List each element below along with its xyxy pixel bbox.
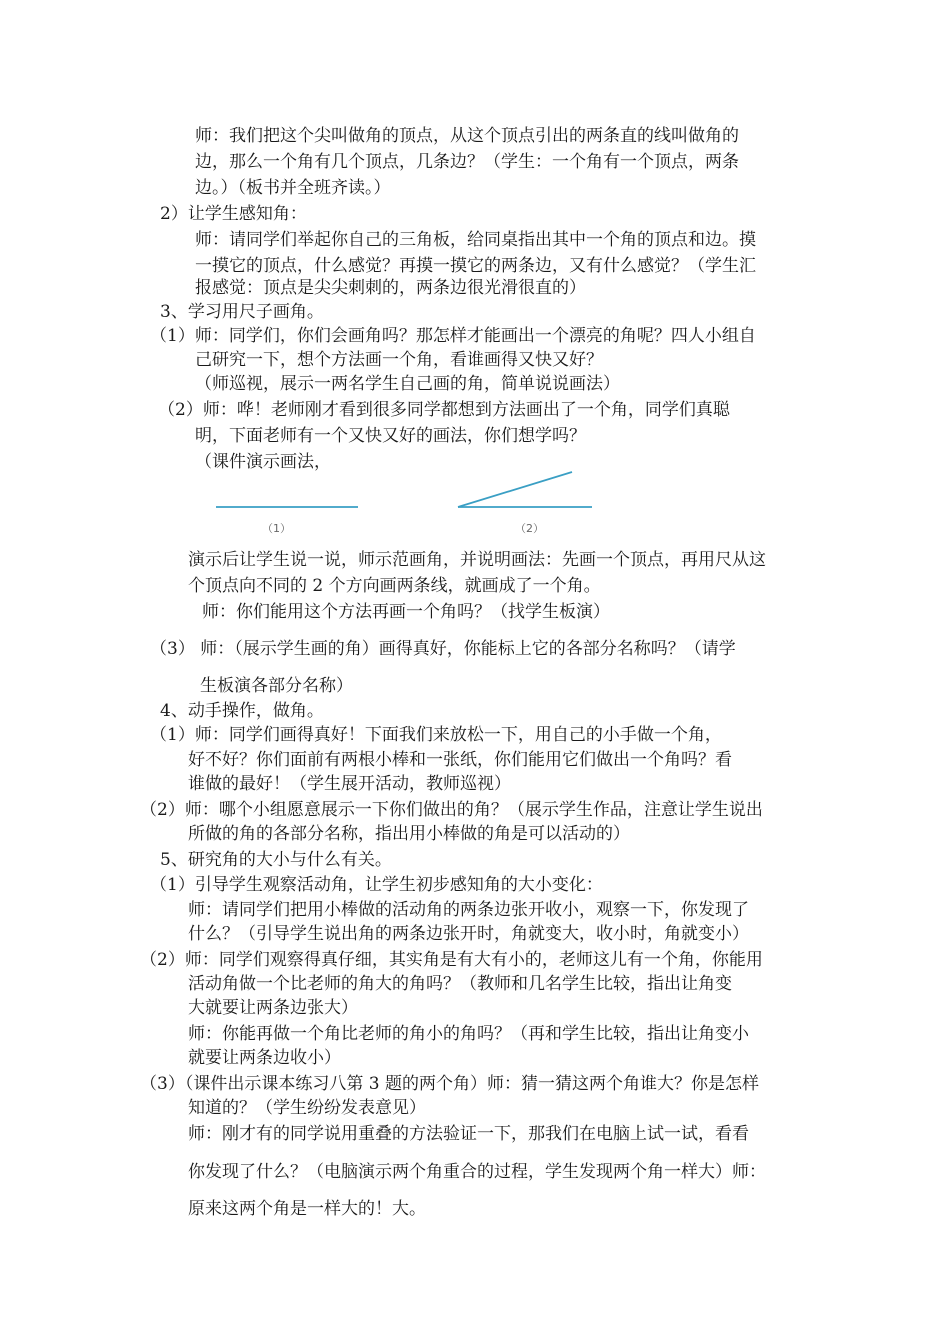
text-line: （师巡视，展示一两名学生自己画的角，简单说说画法） (195, 374, 620, 394)
text-line: 师：请同学们把用小棒做的活动角的两条边张开收小，观察一下，你发现了 (188, 900, 749, 920)
text-line: 演示后让学生说一说，师示范画角，并说明画法：先画一个顶点，再用尺从这 (188, 550, 766, 570)
text-line: （2）师：哗！老师刚才看到很多同学都想到方法画出了一个角，同学们真聪 (158, 400, 730, 420)
text-line: 一摸它的顶点，什么感觉？再摸一摸它的两条边，又有什么感觉？（学生汇 (195, 256, 756, 276)
text-line: （3） 师：（展示学生画的角）画得真好，你能标上它的各部分名称吗？（请学 (150, 639, 736, 659)
text-line: 2）让学生感知角： (160, 204, 307, 224)
text-line: 报感觉：顶点是尖尖刺刺的，两条边很光滑很直的） (195, 278, 586, 298)
text-line: 大就要让两条边张大） (188, 998, 358, 1018)
text-line: 明，下面老师有一个又快又好的画法，你们想学吗？ (195, 426, 586, 446)
text-line: 个顶点向不同的 2 个方向画两条线，就画成了一个角。 (188, 576, 601, 596)
figure-caption-1: （1） (262, 522, 291, 535)
text-line: 师：我们把这个尖叫做角的顶点，从这个顶点引出的两条直的线叫做角的 (195, 126, 739, 146)
section-heading: 5、研究角的大小与什么有关。 (160, 850, 392, 870)
figure-line-2-ray (458, 472, 572, 507)
text-line: （1）师：同学们画得真好！下面我们来放松一下，用自己的小手做一个角， (150, 725, 722, 745)
angle-drawing-figure (200, 466, 620, 540)
text-line: 什么？（引导学生说出角的两条边张开时，角就变大，收小时，角就变小） (188, 924, 749, 944)
text-line: （1）引导学生观察活动角，让学生初步感知角的大小变化： (150, 875, 603, 895)
text-line: 师：请同学们举起你自己的三角板，给同桌指出其中一个角的顶点和边。摸 (195, 230, 756, 250)
text-line: （课件演示画法， (195, 452, 331, 472)
figure-caption-2: （2） (515, 522, 544, 535)
text-line: 原来这两个角是一样大的！大。 (188, 1199, 426, 1219)
text-line: 好不好？你们面前有两根小棒和一张纸，你们能用它们做出一个角吗？看 (188, 750, 732, 770)
text-line: 师：你能再做一个角比老师的角小的角吗？（再和学生比较，指出让角变小 (188, 1024, 749, 1044)
text-line: 活动角做一个比老师的角大的角吗？（教师和几名学生比较，指出让角变 (188, 974, 732, 994)
section-heading: 3、学习用尺子画角。 (160, 302, 324, 322)
text-line: 知道的？（学生纷纷发表意见） (188, 1098, 426, 1118)
text-line: 生板演各部分名称） (200, 676, 353, 696)
text-line: （2）师：哪个小组愿意展示一下你们做出的角？（展示学生作品，注意让学生说出 (140, 800, 763, 820)
text-line: （1）师：同学们，你们会画角吗？那怎样才能画出一个漂亮的角呢？四人小组自 (150, 326, 756, 346)
text-line: 师：你们能用这个方法再画一个角吗？（找学生板演） (202, 602, 610, 622)
text-line: （2）师：同学们观察得真仔细，其实角是有大有小的，老师这儿有一个角，你能用 (140, 950, 763, 970)
text-line: 就要让两条边收小） (188, 1048, 341, 1068)
text-line: 所做的角的各部分名称，指出用小棒做的角是可以活动的） (188, 824, 630, 844)
text-line: 己研究一下，想个方法画一个角，看谁画得又快又好？ (195, 350, 603, 370)
text-line: 师：刚才有的同学说用重叠的方法验证一下，那我们在电脑上试一试，看看 (188, 1124, 749, 1144)
text-line: 边。）（板书并全班齐读。） (195, 178, 391, 198)
text-line: 边，那么一个角有几个顶点，几条边？（学生：一个角有一个顶点，两条 (195, 152, 739, 172)
section-heading: 4、动手操作，做角。 (160, 701, 324, 721)
text-line: （3）（课件出示课本练习八第 3 题的两个角）师：猜一猜这两个角谁大？你是怎样 (140, 1074, 759, 1094)
text-line: 你发现了什么？（电脑演示两个角重合的过程，学生发现两个角一样大）师： (188, 1162, 766, 1182)
text-line: 谁做的最好！（学生展开活动，教师巡视） (188, 774, 511, 794)
